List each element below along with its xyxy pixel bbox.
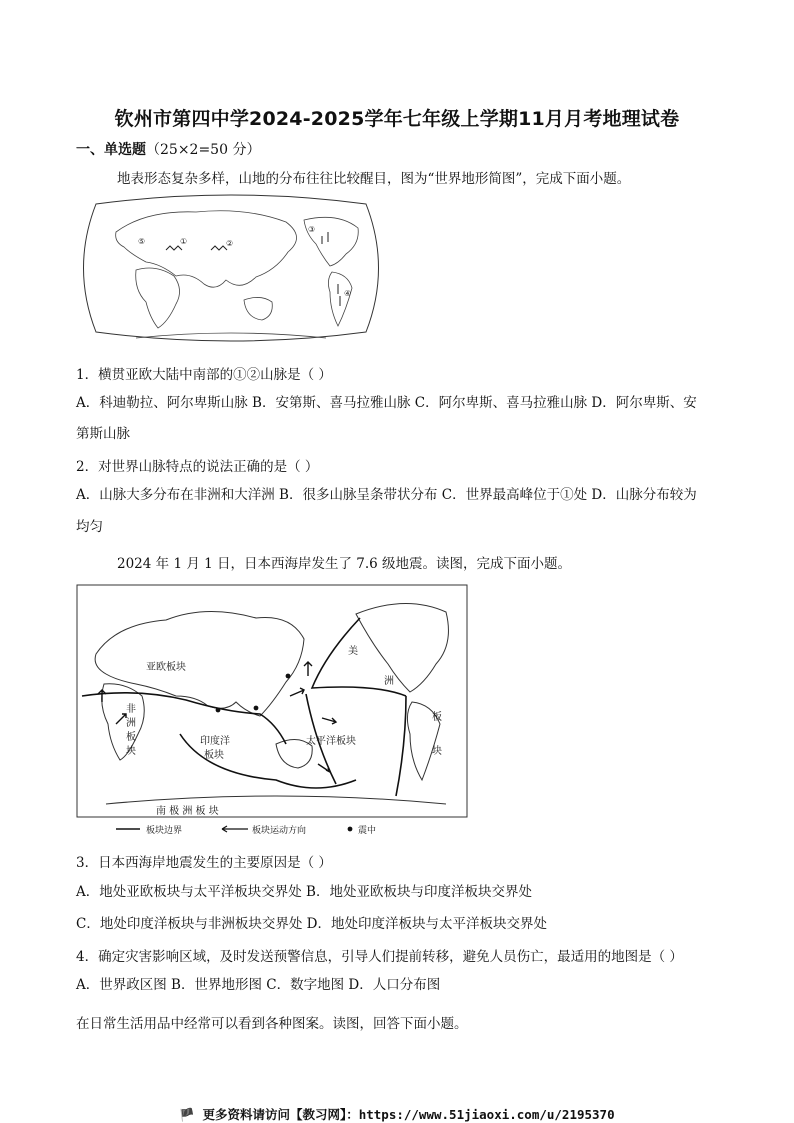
intro-text-1: 地表形态复杂多样，山地的分布往往比较醒目，图为“世界地形简图”，完成下面小题。 [117,171,631,187]
marker-5: ⑤ [138,237,146,246]
q1-options-line1: A．科迪勒拉、阿尔卑斯山脉 B．安第斯、喜马拉雅山脉 C．阿尔卑斯、喜马拉雅山脉 D．阿尔卑斯、安 [76,395,697,411]
q3-options-line2: C．地处印度洋板块与非洲板块交界处 D．地处印度洋板块与太平洋板块交界处 [76,916,547,932]
label-african-4: 块 [126,746,136,757]
q4-options-line1: A．世界政区图 B．世界地形图 C．数字地图 D．人口分布图 [76,977,441,993]
legend-quake: 震中 [358,826,377,836]
legend-boundary: 板块边界 [146,826,183,836]
section-label: 一、单选题 [76,142,146,158]
marker-3: ③ [308,225,316,234]
label-american-3: 板 [432,712,442,723]
q2-stem: 2．对世界山脉特点的说法正确的是（ ） [76,459,319,475]
section-heading [76,139,260,159]
quake-dot [216,708,221,713]
q1-options-line2: 第斯山脉 [76,426,130,442]
q1-stem: 1．横贯亚欧大陆中南部的①②山脉是（ ） [76,367,332,383]
label-african-2: 洲 [126,718,136,729]
section-score: （25×2=50 分） [146,142,261,158]
footer-link[interactable]: 🏴 更多资料请访问【教习网】：https://www.51jiaoxi.com/u/2195370 [179,1107,615,1122]
plate-tectonics-map [76,584,468,836]
marker-2: ② [226,239,234,248]
label-antarctic-plate: 南 极 洲 板 块 [156,806,219,817]
q2-options-line2: 均匀 [76,519,103,535]
intro-text-2: 2024 年 1 月 1 日，日本西海岸发生了 7.6 级地震。读图，完成下面小题。 [117,556,572,572]
marker-4: ④ [344,289,352,298]
world-terrain-map [76,192,386,344]
label-african-3: 板 [126,732,136,743]
label-pacific-plate: 太平洋板块 [306,736,356,747]
intro-text-3: 在日常生活用品中经常可以看到各种图案。读图，回答下面小题。 [76,1016,468,1032]
quake-dot [286,674,291,679]
q3-stem: 3．日本西海岸地震发生的主要原因是（ ） [76,855,332,871]
q4-stem: 4．确定灾害影响区域，及时发送预警信息，引导人们提前转移，避免人员伤亡，最适用的地图是（ ） [76,949,683,965]
label-african-1: 非 [126,704,136,715]
label-american-1: 美 [348,646,358,657]
page-title: 钦州市第四中学2024-2025学年七年级上学期11月月考地理试卷 [114,108,680,130]
label-indian-2: 板块 [204,750,224,761]
legend-motion: 板块运动方向 [252,826,307,836]
marker-1: ① [180,237,188,246]
q3-options-line1: A．地处亚欧板块与太平洋板块交界处 B．地处亚欧板块与印度洋板块交界处 [76,884,532,900]
label-american-2: 洲 [384,676,394,687]
q2-options-line1: A．山脉大多分布在非洲和大洋洲 B．很多山脉呈条带状分布 C．世界最高峰位于①处 D．山脉分布较为 [76,487,697,503]
label-eurasian-plate: 亚欧板块 [146,662,186,673]
label-indian-1: 印度洋 [200,736,230,747]
label-american-4: 块 [432,746,442,757]
quake-dot [254,706,259,711]
